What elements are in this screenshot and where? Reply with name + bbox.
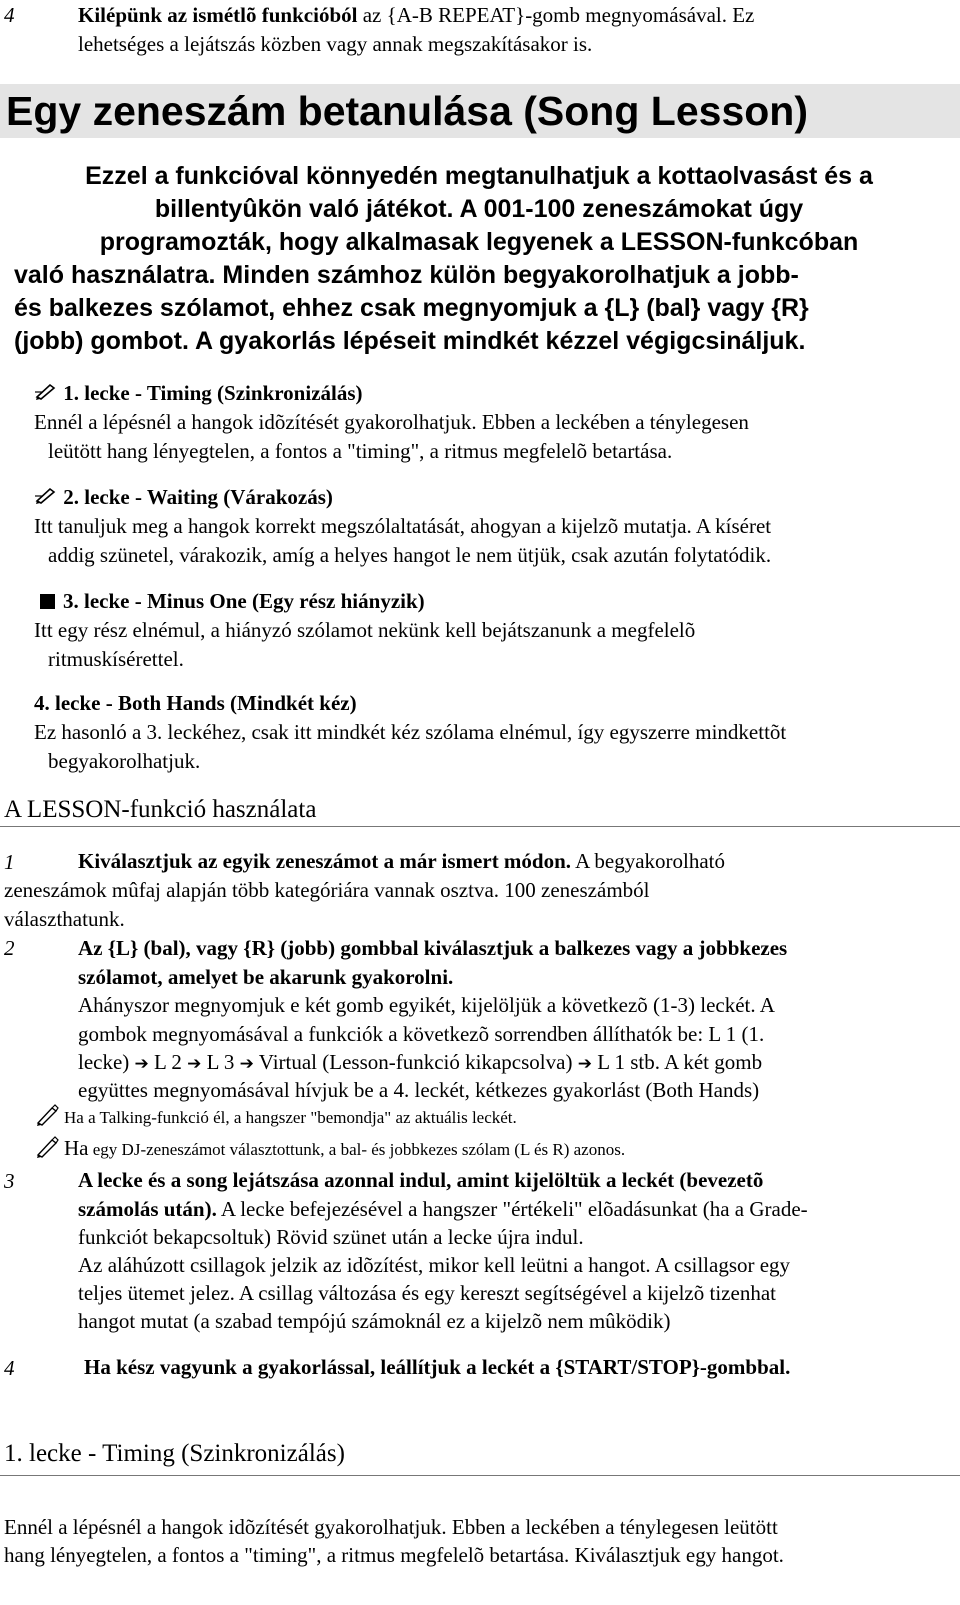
step-number: 4: [4, 1356, 15, 1380]
lesson-title: [34, 587, 695, 616]
step-number: 3: [4, 1169, 15, 1193]
step-number: 1: [4, 850, 15, 874]
lesson-line: Ez hasonló a 3. leckéhez, csak itt mindkét kéz szólama elnémul, így egyszerre mindkettõt: [34, 720, 787, 744]
note-text: egy DJ-zeneszámot választottunk, a bal- és jobbkezes szólam (L és R) azonos.: [88, 1140, 626, 1159]
step-1-line3: választhatunk.: [4, 907, 125, 931]
pencil-icon: [34, 379, 58, 408]
note-1: [34, 1104, 517, 1134]
step-3-bold2: számolás után).: [78, 1197, 217, 1221]
intro-line: Ezzel a funkcióval könnyedén megtanulhatjuk a kottaolvasást és a: [85, 162, 873, 190]
arrow-right-icon: ➔: [577, 1054, 592, 1074]
intro-line: való használatra. Minden számhoz külön begyakorolhatjuk a jobb-: [14, 261, 799, 289]
step-3-bold1: A lecke és a song lejátszása azonnal indul, amint kijelöltük a leckét (bevezetõ: [78, 1168, 764, 1192]
step-3-line4: Az aláhúzott csillagok jelzik az idõzítést, mikor kell leütni a hangot. A csillagsor egy: [78, 1253, 791, 1277]
lesson-title: 4. lecke - Both Hands (Mindkét kéz): [34, 691, 357, 715]
lesson-1: [34, 379, 749, 466]
bottom-line: Ennél a lépésnél a hangok idõzítését gyakorolhatjuk. Ebben a leckében a ténylegesen leütött: [4, 1515, 778, 1539]
step-2-bold2: szólamot, amelyet be akarunk gyakorolni.: [78, 965, 454, 989]
text-span: L 2: [148, 1050, 188, 1074]
top-step-line2: lehetséges a lejátszás közben vagy annak megszakításakor is.: [78, 32, 593, 56]
pencil-icon: [34, 483, 58, 512]
lesson-title-text: 2. lecke - Waiting (Várakozás): [63, 485, 333, 509]
lesson-line: Itt egy rész elnémul, a hiányzó szólamot nekünk kell bejátszanunk a megfelelõ: [34, 618, 696, 642]
step-3-line3: funkciót bekapcsoltuk) Rövid szünet után a lecke újra indul.: [78, 1225, 584, 1249]
intro-line: billentyûkön való játékot. A 001-100 zeneszámokat úgy: [154, 195, 804, 223]
lesson-title: [34, 483, 771, 512]
step-1-rest: A begyakorolható: [571, 849, 726, 873]
lesson-line: ritmuskísérettel.: [48, 647, 184, 671]
lesson-line: leütött hang lényegtelen, a fontos a "timing", a ritmus megfelelõ betartása.: [48, 439, 673, 463]
note-lead: Ha: [64, 1136, 89, 1160]
step-2-line5: [78, 1048, 762, 1079]
lesson-title-text: 3. lecke - Minus One (Egy rész hiányzik): [63, 589, 425, 613]
text-span: L 1 stb. A két gomb: [591, 1050, 763, 1074]
step-2-bold1: Az {L} (bal), vagy {R} (jobb) gombbal kiválasztjuk a balkezes vagy a jobbkezes: [78, 936, 788, 960]
step-1-line1: [78, 847, 725, 876]
arrow-right-icon: ➔: [239, 1054, 254, 1074]
step-1-line2: zeneszámok mûfaj alapján több kategóriára vannak osztva. 100 zeneszámból: [4, 878, 650, 902]
text-span: Virtual (Lesson-funkció kikapcsolva): [253, 1050, 578, 1074]
top-step-line1: [78, 1, 754, 30]
section-title: Egy zeneszám betanulása (Song Lesson): [6, 88, 808, 134]
top-step-rest: az {A-B REPEAT}-gomb megnyomásával. Ez: [357, 3, 755, 27]
step-3-line6: hangot mutat (a szabad tempójú számoknál ez a kijelzõ nem mûködik): [78, 1309, 671, 1333]
lesson-title: [34, 379, 749, 408]
text-span: lecke): [78, 1050, 135, 1074]
top-step-bold: Kilépünk az ismétlõ funkcióból: [78, 3, 358, 27]
bottom-heading: 1. lecke - Timing (Szinkronizálás): [4, 1440, 345, 1467]
text-span: L 3: [201, 1050, 240, 1074]
lesson-4: [34, 689, 786, 776]
step-2-line4: gombok megnyomásával a funkciók a következõ sorrendben állíthatók be: L 1 (1.: [78, 1022, 765, 1046]
intro-line: programozták, hogy alkalmasak legyenek a LESSON-funkcóban: [99, 228, 859, 256]
lesson-3: [34, 587, 695, 674]
lesson-line: begyakorolhatjuk.: [48, 749, 201, 773]
step-2-line3: Ahányszor megnyomjuk e két gomb egyikét, kijelöljük a következõ (1-3) leckét. A: [78, 993, 775, 1017]
intro-line: (jobb) gombot. A gyakorlás lépéseit mindkét kézzel végigcsináljuk.: [14, 327, 806, 355]
lesson-line: addig szünetel, várakozik, amíg a helyes hangot le nem ütjük, csak azután folytatódik.: [48, 543, 772, 567]
square-bullet-icon: [40, 594, 55, 609]
pen-note-icon: [34, 1104, 60, 1134]
bottom-line: hang lényegtelen, a fontos a "timing", a ritmus megfelelõ betartása. Kiválasztjuk egy hangot.: [4, 1543, 784, 1567]
step-1-bold: Kiválasztjuk az egyik zeneszámot a már ismert módon.: [78, 849, 572, 873]
intro-line: és balkezes szólamot, ehhez csak megnyomjuk a {L} (bal} vagy {R}: [14, 294, 809, 322]
step-3-rest: A lecke befejezésével a hangszer "értékeli" elõadásunkat (ha a Grade-: [216, 1197, 808, 1221]
usage-heading: A LESSON-funkció használata: [4, 796, 317, 823]
note-text: Ha a Talking-funkció él, a hangszer "bemondja" az aktuális leckét.: [64, 1108, 517, 1127]
heading-rule: [0, 1475, 960, 1476]
step-3-line5: teljes ütemet jelez. A csillag változása és egy kereszt segítségével a kijelzõ tizenhat: [78, 1281, 776, 1305]
heading-rule: [0, 826, 960, 827]
step-2-line6: együttes megnyomásával hívjuk be a 4. leckét, kétkezes gyakorlást (Both Hands): [78, 1078, 760, 1102]
step-4-bold: Ha kész vagyunk a gyakorlással, leállítjuk a leckét a {START/STOP}-gombbal.: [84, 1355, 791, 1379]
step-3-line2: [78, 1195, 808, 1224]
arrow-right-icon: ➔: [134, 1054, 149, 1074]
lesson-title-text: 1. lecke - Timing (Szinkronizálás): [63, 381, 363, 405]
lesson-line: Itt tanuljuk meg a hangok korrekt megszólaltatását, ahogyan a kijelzõ mutatja. A kíséret: [34, 514, 772, 538]
arrow-right-icon: ➔: [187, 1054, 202, 1074]
pen-note-icon: [34, 1136, 60, 1166]
note-2: [34, 1135, 625, 1166]
intro-paragraph: [14, 160, 944, 358]
lesson-line: Ennél a lépésnél a hangok idõzítését gyakorolhatjuk. Ebben a leckében a ténylegesen: [34, 410, 749, 434]
lesson-2: [34, 483, 771, 570]
step-number: 4: [4, 3, 15, 27]
step-number: 2: [4, 936, 15, 960]
